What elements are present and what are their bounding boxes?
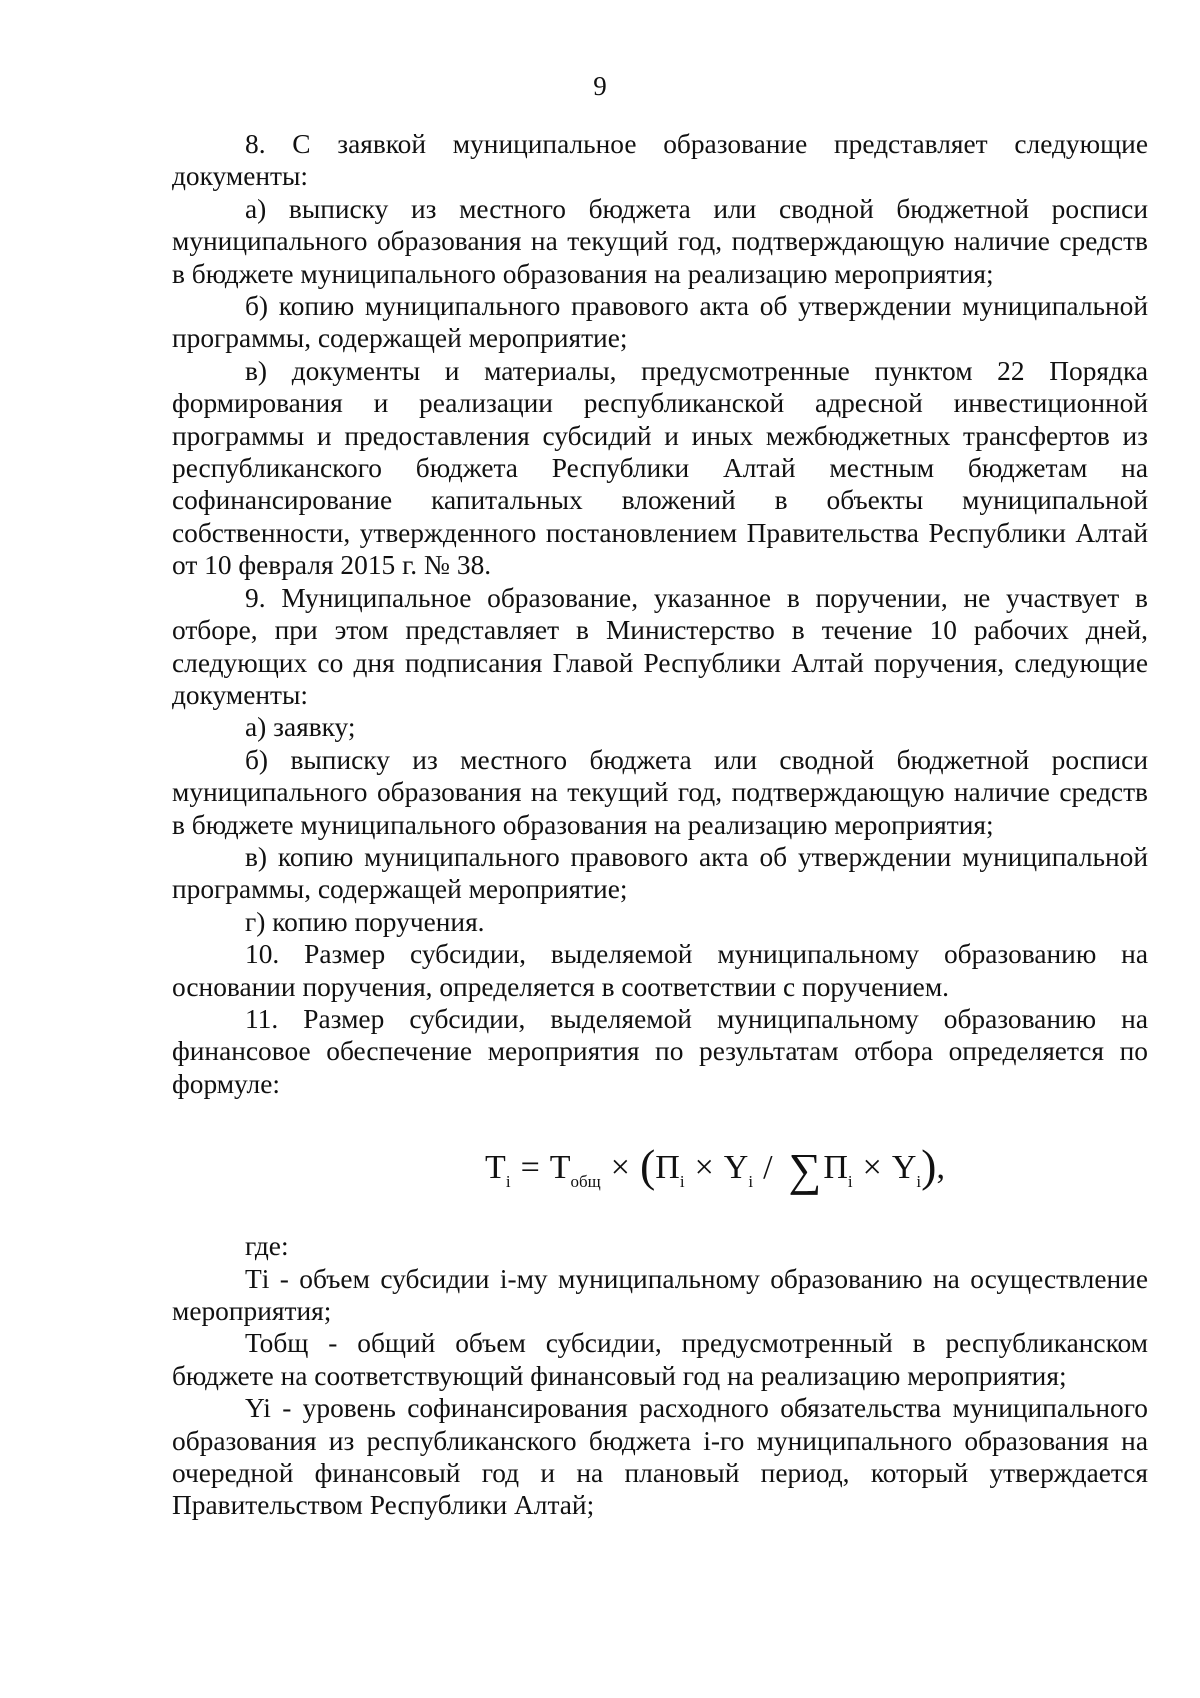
formula-term-yi: $Y_i$ [723, 1148, 754, 1191]
subsidy-formula: $Т_i$ = $Т_{общ}$ × ( $П_i$ × $Y_i$ / ∑ $П_i$ × $Y_i$ ) , [485, 1140, 945, 1195]
formula-divide: / [763, 1148, 773, 1186]
formula-term-pi: $П_i$ [655, 1148, 685, 1191]
paragraph-item-9b: б) выписку из местного бюджета или сводной бюджетной росписи муниципального образования на текущий год, подтверждающую наличие средств в бюджете муниципального образования на реализацию мероприятия; [172, 744, 1148, 840]
document-body [172, 128, 1148, 1522]
paragraph-item-9v: в) копию муниципального правового акта об утверждении муниципальной программы, содержащей мероприятие; [172, 841, 1148, 905]
paragraph-item-8a: а) выписку из местного бюджета или сводной бюджетной росписи муниципального образования на текущий год, подтверждающую наличие средств в бюджете муниципального образования на реализацию мероприятия; [172, 193, 1148, 289]
formula-times: × [862, 1148, 882, 1186]
formula-equals: = [520, 1148, 540, 1186]
formula-times: × [610, 1148, 630, 1186]
formula-term-pi: $П_i$ [823, 1148, 853, 1191]
paragraph-item-9a: а) заявку; [245, 712, 356, 743]
formula-trailing-comma: , [936, 1148, 945, 1186]
paragraph-item-9: 9. Муниципальное образование, указанное в поручении, не участвует в отборе, при этом представляет в Министерство в течение 10 рабочих дней, следующих со дня подписания Главой Республики Алтай поручения, следующие документы: [172, 582, 1148, 710]
paragraph-def-ti: Тi - объем субсидии i-му муниципальному образованию на осуществление мероприятия; [172, 1263, 1148, 1326]
paragraph-item-10: 10. Размер субсидии, выделяемой муниципальному образованию на основании поручения, определяется в соответствии с поручением. [172, 939, 1148, 1002]
paragraph-item-9g: г) копию поручения. [245, 906, 485, 937]
paragraph-def-total: Тобщ - общий объем субсидии, предусмотренный в республиканском бюджете на соответствующий финансовый год на реализацию мероприятия; [172, 1328, 1148, 1391]
paragraph-item-8v: в) документы и материалы, предусмотренные пунктом 22 Порядка формирования и реализации республиканской адресной инвестиционной программы и предоставления субсидий и иных межбюджетных трансфертов из республиканского бюджета Республики Алтай местным бюджетам на софинансирование капитальных вложений в объекты муниципальной собственности, утвержденного постановлением Правительства Республики Алтай от 10 февраля 2015 г. № 38. [172, 355, 1148, 581]
paragraph-def-yi: Yi - уровень софинансирования расходного обязательства муниципального образования из республиканского бюджета i-го муниципального образования на очередной финансовый год и на плановый период, который утверждается Правительством Республики Алтай; [172, 1393, 1148, 1521]
page-number: 9 [593, 71, 607, 101]
formula-term-yi: $Y_i$ [891, 1148, 922, 1191]
formula-term-ti: $Т_i$ [485, 1148, 511, 1191]
paragraph-item-11: 11. Размер субсидии, выделяемой муниципальному образованию на финансовое обеспечение мероприятия по результатам отбора определяется по формуле: [172, 1003, 1148, 1099]
paragraph-where: где: [245, 1231, 289, 1262]
paragraph-item-8: 8. С заявкой муниципальное образование представляет следующие документы: [172, 129, 1148, 192]
paragraph-item-8b: б) копию муниципального правового акта об утверждении муниципальной программы, содержащей мероприятие; [172, 291, 1148, 354]
formula-term-total: $Т_{общ}$ [549, 1148, 601, 1191]
formula-sum-sign: ∑ [788, 1143, 822, 1195]
formula-times: × [694, 1148, 714, 1186]
